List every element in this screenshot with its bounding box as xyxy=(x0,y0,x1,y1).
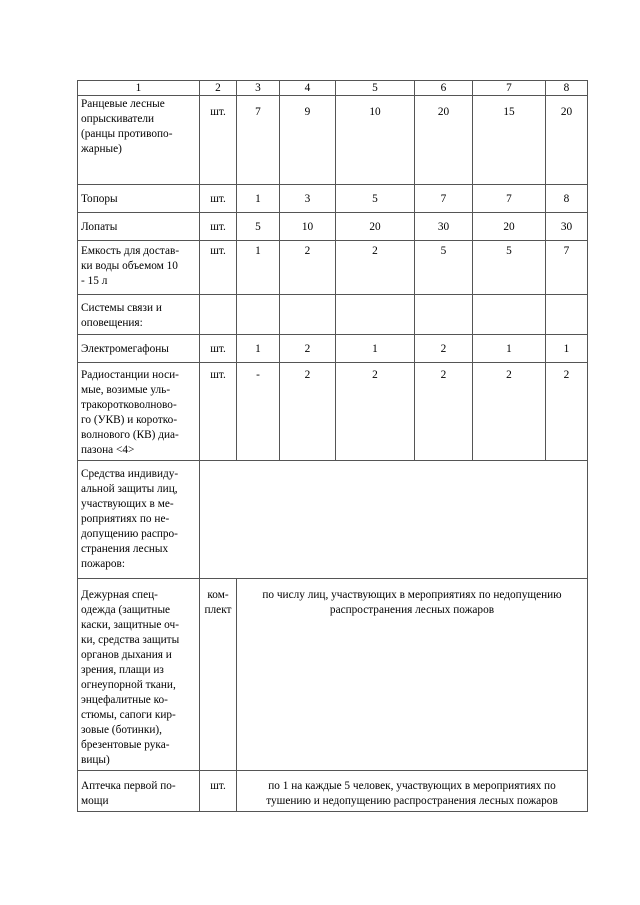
row-unit: шт. xyxy=(200,185,237,213)
row-unit xyxy=(200,295,237,335)
header-cell: 7 xyxy=(473,81,546,96)
row-value: 7 xyxy=(546,241,588,295)
table-row xyxy=(78,96,588,185)
row-value: 7 xyxy=(473,185,546,213)
row-value: 2 xyxy=(473,363,546,461)
row-value: 7 xyxy=(237,96,280,185)
row-value: 1 xyxy=(473,335,546,363)
row-value: 1 xyxy=(237,241,280,295)
row-name: Лопаты xyxy=(78,213,200,241)
row-value: 15 xyxy=(473,96,546,185)
row-name: Топоры xyxy=(78,185,200,213)
row-name: Ранцевые лесные опрыскиватели (ранцы противопо- жарные) xyxy=(78,96,200,185)
row-value xyxy=(237,295,280,335)
table-row xyxy=(78,461,588,579)
row-name: Дежурная спец- одежда (защитные каски, защитные оч- ки, средства защиты органов дыхания и зрения, плащи из огнеупорной ткани, энцефалитные ко- стюмы, сапоги кир- зовые (ботинки), брезентовые рука- вицы) xyxy=(78,579,200,771)
table-row xyxy=(78,185,588,213)
row-value: - xyxy=(237,363,280,461)
empty-merged-cell xyxy=(200,461,588,579)
row-value: 30 xyxy=(415,213,473,241)
row-value: 3 xyxy=(280,185,336,213)
row-value xyxy=(280,295,336,335)
row-value xyxy=(546,295,588,335)
row-value: 8 xyxy=(546,185,588,213)
row-value xyxy=(473,295,546,335)
header-cell: 8 xyxy=(546,81,588,96)
table-row xyxy=(78,579,588,771)
row-value: 20 xyxy=(546,96,588,185)
row-value: 7 xyxy=(415,185,473,213)
row-value: 1 xyxy=(237,335,280,363)
row-value: 10 xyxy=(336,96,415,185)
row-value: 2 xyxy=(415,363,473,461)
table-row xyxy=(78,335,588,363)
row-value: 20 xyxy=(336,213,415,241)
table-row xyxy=(78,771,588,812)
row-value: 5 xyxy=(336,185,415,213)
row-value: 1 xyxy=(546,335,588,363)
header-cell: 6 xyxy=(415,81,473,96)
header-cell: 4 xyxy=(280,81,336,96)
section-heading-ppe: Средства индивиду- альной защиты лиц, участвующих в ме- роприятиях по не- допущению распро- странения лесных пожаров: xyxy=(78,461,200,579)
row-value: 20 xyxy=(415,96,473,185)
row-value: 1 xyxy=(336,335,415,363)
row-value: 30 xyxy=(546,213,588,241)
row-unit: шт. xyxy=(200,363,237,461)
row-value xyxy=(415,295,473,335)
merged-quantity-text: по 1 на каждые 5 человек, участвующих в мероприятиях по тушению и недопущению распространения лесных пожаров xyxy=(237,771,588,812)
row-name: Системы связи и оповещения: xyxy=(78,295,200,335)
row-name: Электромегафоны xyxy=(78,335,200,363)
row-value: 2 xyxy=(280,363,336,461)
row-value: 2 xyxy=(280,241,336,295)
row-unit: шт. xyxy=(200,241,237,295)
table-row xyxy=(78,241,588,295)
table-row xyxy=(78,295,588,335)
row-value: 2 xyxy=(336,241,415,295)
table-row xyxy=(78,213,588,241)
row-value: 5 xyxy=(237,213,280,241)
row-value: 2 xyxy=(280,335,336,363)
row-value: 2 xyxy=(336,363,415,461)
row-value: 9 xyxy=(280,96,336,185)
row-value: 5 xyxy=(473,241,546,295)
row-value: 2 xyxy=(415,335,473,363)
row-name: Аптечка первой по- мощи xyxy=(78,771,200,812)
row-unit: шт. xyxy=(200,771,237,812)
row-value: 10 xyxy=(280,213,336,241)
table-header-row xyxy=(78,81,588,96)
merged-quantity-text: по числу лиц, участвующих в мероприятиях по недопущению распространения лесных пожаров xyxy=(237,579,588,771)
row-value: 20 xyxy=(473,213,546,241)
row-unit: ком- плект xyxy=(200,579,237,771)
row-value: 2 xyxy=(546,363,588,461)
header-cell: 5 xyxy=(336,81,415,96)
header-cell: 1 xyxy=(78,81,200,96)
table-row xyxy=(78,363,588,461)
row-unit: шт. xyxy=(200,335,237,363)
row-name: Радиостанции носи- мые, возимые уль- тракоротковолново- го (УКВ) и коротко- волнового (КВ) диа- пазона <4> xyxy=(78,363,200,461)
header-cell: 2 xyxy=(200,81,237,96)
row-value: 1 xyxy=(237,185,280,213)
row-unit: шт. xyxy=(200,213,237,241)
row-name: Емкость для достав- ки воды объемом 10 - 15 л xyxy=(78,241,200,295)
row-value xyxy=(336,295,415,335)
row-value: 5 xyxy=(415,241,473,295)
header-cell: 3 xyxy=(237,81,280,96)
row-unit: шт. xyxy=(200,96,237,185)
equipment-table xyxy=(77,80,588,812)
